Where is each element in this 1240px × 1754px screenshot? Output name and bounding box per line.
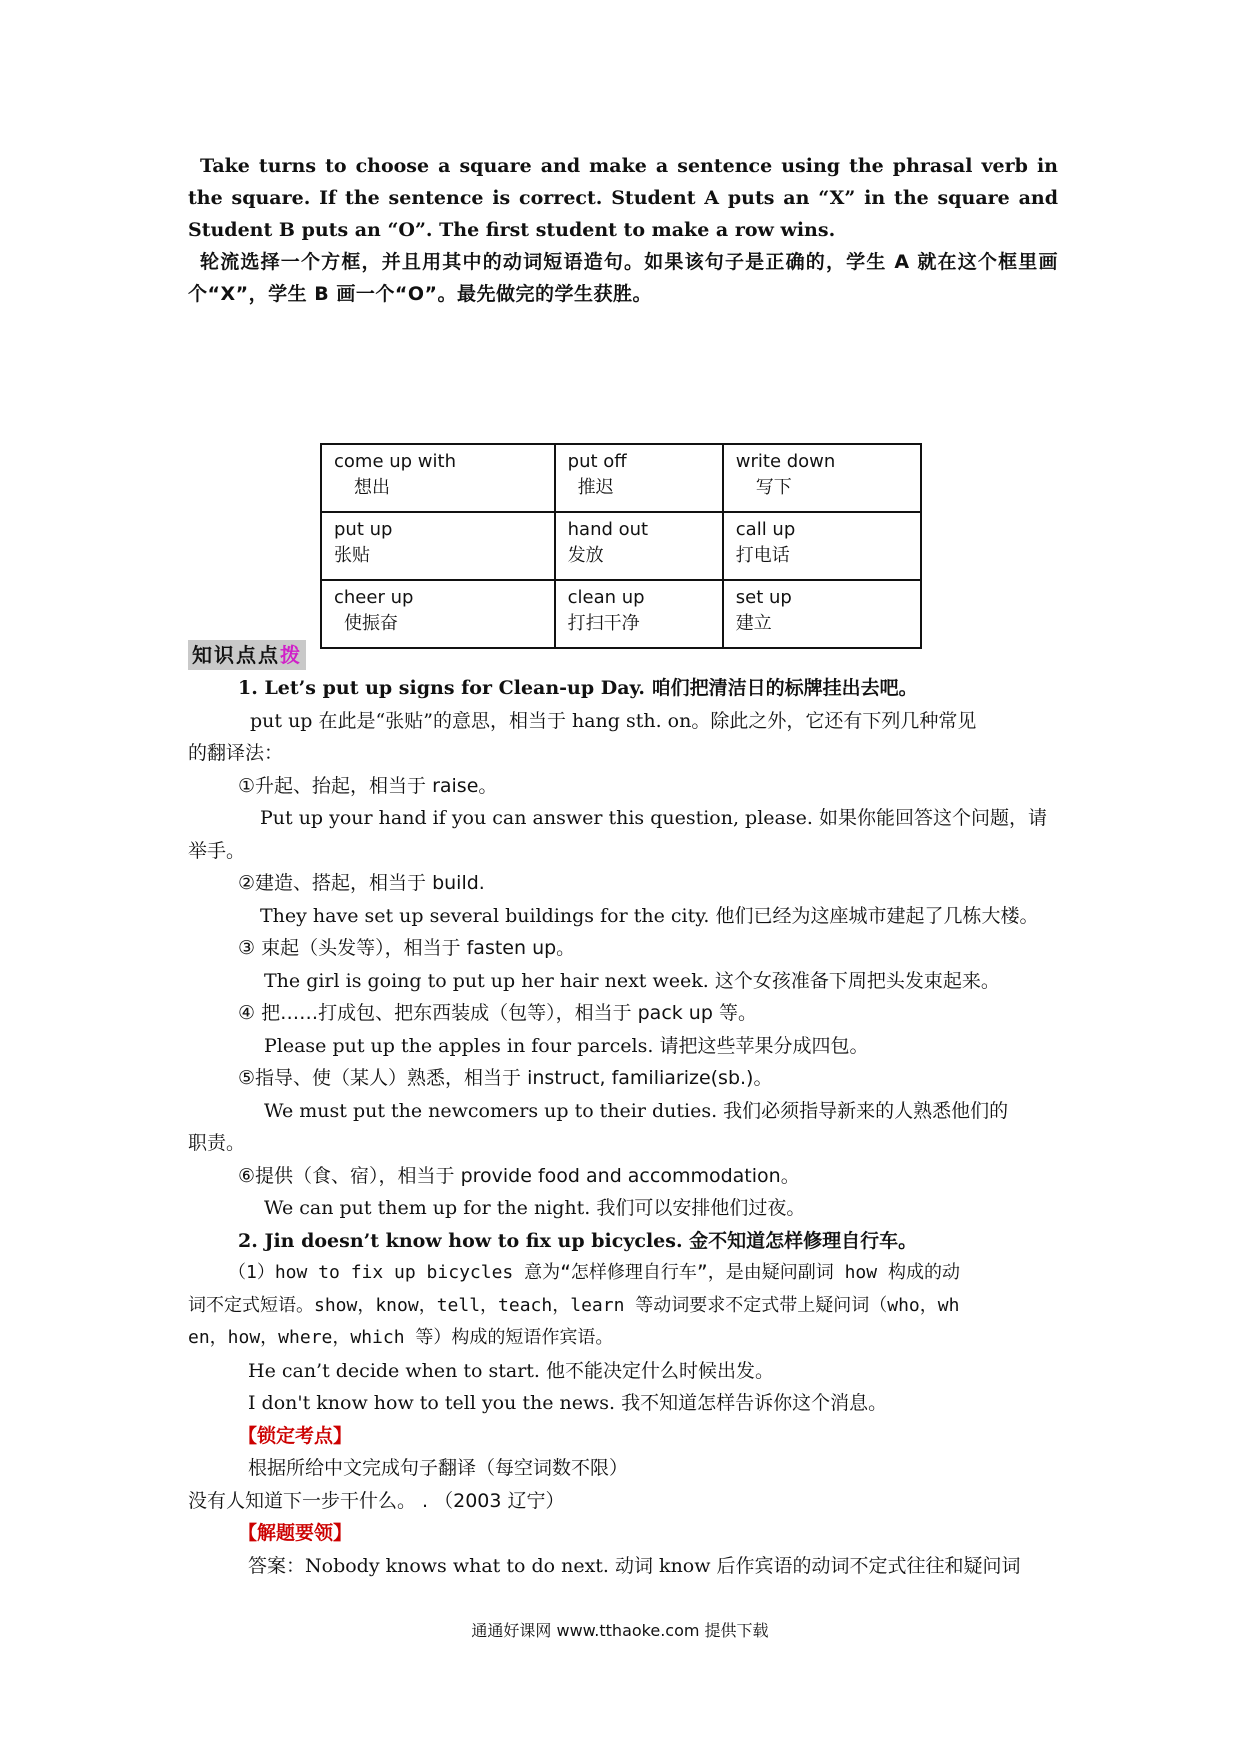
cell-chinese: 打电话	[735, 545, 790, 566]
cell-english: put off	[567, 451, 627, 472]
grid-cell	[723, 580, 921, 648]
section-label-main: 知识点点	[192, 643, 280, 667]
meaning-3-example: The girl is going to put up her hair next week. 这个女孩准备下周把头发束起来。	[264, 969, 1000, 992]
cell-english: set up	[735, 587, 792, 608]
phrasal-verb-grid	[320, 443, 922, 649]
grid-cell	[555, 580, 723, 648]
solution-answer: 答案：Nobody knows what to do next. 动词 know 后作宾语的动词不定式往往和疑问词	[248, 1554, 1021, 1577]
cell-english: hand out	[567, 519, 649, 540]
grid-cell	[321, 512, 555, 580]
meaning-2-example: They have set up several buildings for the city. 他们已经为这座城市建起了几栋大楼。	[260, 904, 1039, 927]
exam-question: 没有人知道下一步干什么。 . （2003 辽宁）	[188, 1489, 565, 1512]
grid-cell	[321, 580, 555, 648]
point-1-intro-cont: 的翻译法：	[188, 742, 284, 764]
footer-credit: 通通好课网 www.tthaoke.com 提供下载	[471, 1621, 769, 1640]
point-2-example-2: I don't know how to tell you the news. 我不知道怎样告诉你这个消息。	[248, 1392, 888, 1414]
cell-chinese: 打扫干净	[567, 613, 640, 634]
point-2-heading: 2. Jin doesn’t know how to fix up bicycles. 金不知道怎样修理自行车。	[238, 1229, 918, 1252]
point-2-text-cont2: en，how，where，which 等）构成的短语作宾语。	[188, 1327, 614, 1348]
solution-tag: 【解题要领】	[238, 1522, 353, 1544]
meaning-4-example: Please put up the apples in four parcels. 请把这些苹果分成四包。	[264, 1034, 869, 1057]
cell-english: call up	[735, 519, 796, 540]
exam-task: 根据所给中文完成句子翻译（每空词数不限）	[248, 1457, 629, 1479]
point-1-intro: put up 在此是“张贴”的意思，相当于 hang sth. on。除此之外，它还有下列几种常见	[250, 709, 977, 732]
cell-english: cheer up	[334, 587, 414, 608]
grid-row	[321, 512, 921, 580]
meaning-4: ④ 把……打成包、把东西装成（包等），相当于 pack up 等。	[238, 1002, 757, 1024]
explanation-body	[188, 672, 1058, 1582]
cell-chinese: 建立	[735, 613, 772, 634]
section-label	[188, 640, 306, 670]
meaning-5-example-cont: 职责。	[188, 1132, 246, 1154]
point-2-text: （1）how to fix up bicycles 意为“怎样修理自行车”，是由疑问副词 how 构成的动	[228, 1262, 960, 1283]
intro-block	[188, 150, 1058, 310]
intro-english: Take turns to choose a square and make a sentence using the phrasal verb in the square. If the sentence is correct. Student A puts an “X” in the square and Student B puts an “O”. The first student to make a row wins.	[188, 155, 1058, 241]
grid-cell	[555, 444, 723, 512]
cell-english: clean up	[567, 587, 645, 608]
point-2-text-cont: 词不定式短语。show，know，tell，teach，learn 等动词要求不定式带上疑问词（who，wh	[188, 1294, 960, 1316]
cell-english: put up	[334, 519, 393, 540]
meaning-6: ⑥提供（食、宿），相当于 provide food and accommodation。	[238, 1164, 800, 1187]
grid-cell	[723, 512, 921, 580]
meaning-6-example: We can put them up for the night. 我们可以安排他们过夜。	[264, 1197, 806, 1219]
point-1-heading: 1. Let’s put up signs for Clean-up Day. 咱们把清洁日的标牌挂出去吧。	[238, 677, 918, 699]
cell-english: write down	[735, 451, 836, 472]
point-2-example-1: He can’t decide when to start. 他不能决定什么时候出发。	[248, 1359, 774, 1382]
meaning-5-example: We must put the newcomers up to their duties. 我们必须指导新来的人熟悉他们的	[264, 1099, 1009, 1122]
meaning-1-example-cont: 举手。	[188, 839, 246, 862]
meaning-2: ②建造、搭起，相当于 build.	[238, 872, 485, 894]
cell-chinese: 写下	[755, 477, 792, 498]
grid-cell	[555, 512, 723, 580]
cell-chinese: 发放	[567, 545, 604, 566]
grid-row	[321, 580, 921, 648]
cell-english: come up with	[334, 451, 456, 472]
grid-cell	[321, 444, 555, 512]
cell-chinese: 使振奋	[344, 613, 398, 634]
meaning-1-example: Put up your hand if you can answer this question, please. 如果你能回答这个问题，请	[260, 807, 1047, 829]
meaning-5: ⑤指导、使（某人）熟悉，相当于 instruct, familiarize(sb.)。	[238, 1067, 773, 1089]
exam-point-tag: 【锁定考点】	[238, 1424, 353, 1447]
grid-row	[321, 444, 921, 512]
meaning-3: ③ 束起（头发等），相当于 fasten up。	[238, 937, 576, 959]
cell-chinese: 张贴	[334, 545, 370, 566]
intro-chinese: 轮流选择一个方框，并且用其中的动词短语造句。如果该句子是正确的，学生 A 就在这个框里画个“X”，学生 B 画一个“O”。最先做完的学生获胜。	[188, 251, 1058, 305]
grid-cell	[723, 444, 921, 512]
cell-chinese: 想出	[354, 477, 390, 498]
meaning-1: ①升起、抬起，相当于 raise。	[238, 774, 498, 797]
cell-chinese: 推迟	[577, 477, 614, 498]
section-label-highlight: 拨	[280, 643, 302, 667]
